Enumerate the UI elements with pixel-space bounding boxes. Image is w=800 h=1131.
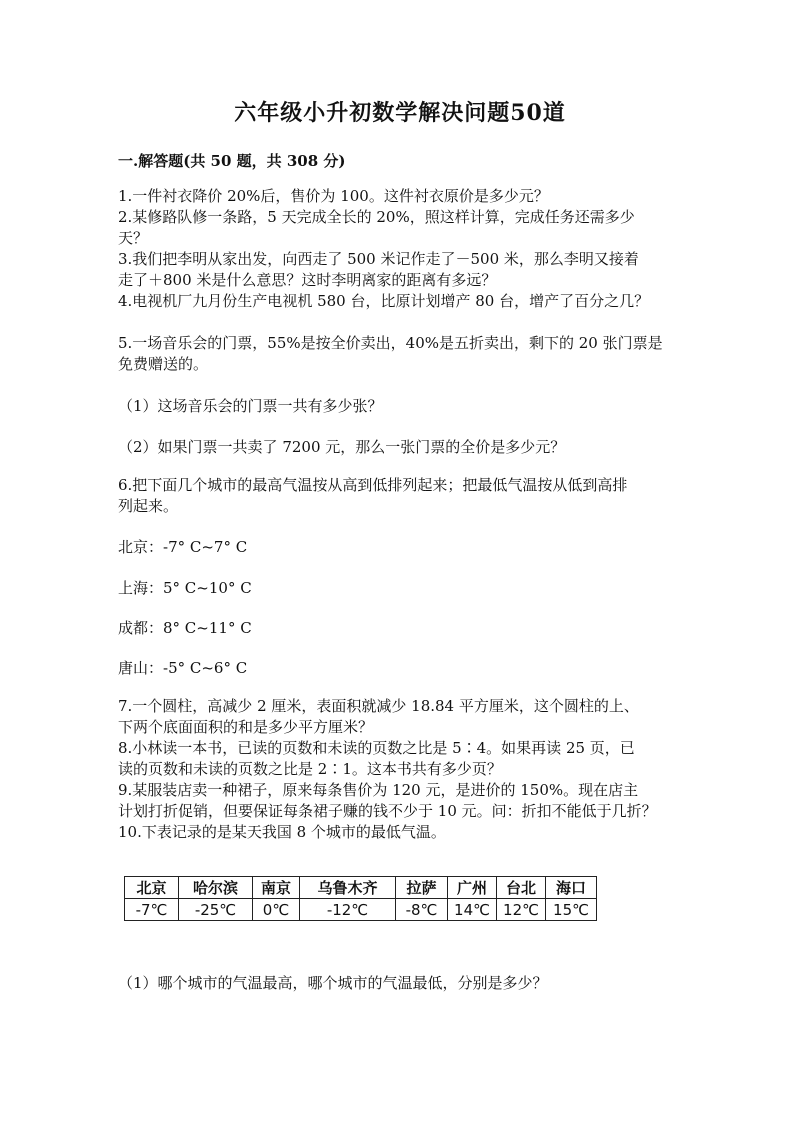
problem-line: 1.一件衬衣降价 20%后，售价为 100。这件衬衣原价是多少元？ [118, 187, 549, 205]
table-cell: 15℃ [546, 899, 597, 921]
problem-line: 3.我们把李明从家出发，向西走了 500 米记作走了－500 米，那么李明又接着 [118, 250, 639, 268]
table-cell: -12℃ [300, 899, 396, 921]
problem-line: 下两个底面面积的和是多少平方厘米？ [118, 718, 374, 736]
table-cell: -7℃ [125, 899, 179, 921]
problem-line: 走了＋800 米是什么意思？这时李明离家的距离有多远？ [118, 271, 497, 289]
temperature-table [124, 876, 597, 921]
problem-line: 免费赠送的。 [118, 355, 209, 373]
table-header-cell: 拉萨 [396, 877, 448, 899]
page-title: 六年级小升初数学解决问题50道 [234, 100, 566, 126]
temperature-line: 成都：8° C~11° C [118, 619, 252, 637]
table-header-cell: 台北 [497, 877, 546, 899]
table-header-cell: 广州 [448, 877, 497, 899]
sub-question: （1）哪个城市的气温最高，哪个城市的气温最低，分别是多少？ [118, 974, 548, 992]
table-cell: 0℃ [253, 899, 300, 921]
table-header-cell: 南京 [253, 877, 300, 899]
temperature-line: 北京：-7° C~7° C [118, 538, 248, 556]
table-header-cell: 哈尔滨 [179, 877, 253, 899]
temperature-line: 唐山：-5° C~6° C [118, 659, 248, 677]
problem-line: 4.电视机厂九月份生产电视机 580 台，比原计划增产 80 台，增产了百分之几？ [118, 292, 650, 310]
table-header-cell: 乌鲁木齐 [300, 877, 396, 899]
table-cell: -8℃ [396, 899, 448, 921]
problem-line: 5.一场音乐会的门票，55%是按全价卖出，40%是五折卖出，剩下的 20 张门票是 [118, 334, 663, 352]
table-cell: 12℃ [497, 899, 546, 921]
problem-line: 10.下表记录的是某天我国 8 个城市的最低气温。 [118, 823, 446, 841]
table-cell: -25℃ [179, 899, 253, 921]
sub-question: （2）如果门票一共卖了 7200 元，那么一张门票的全价是多少元？ [118, 438, 566, 456]
section-header: 一.解答题(共 50 题，共 308 分) [118, 152, 346, 170]
sub-question: （1）这场音乐会的门票一共有多少张？ [118, 397, 383, 415]
table-header-cell: 北京 [125, 877, 179, 899]
problem-line: 8.小林读一本书，已读的页数和未读的页数之比是 5∶4。如果再读 25 页，已 [118, 739, 635, 757]
temperature-line: 上海：5° C~10° C [118, 579, 252, 597]
problem-line: 2.某修路队修一条路，5 天完成全长的 20%，照这样计算，完成任务还需多少 [118, 208, 635, 226]
problem-line: 6.把下面几个城市的最高气温按从高到低排列起来；把最低气温按从低到高排 [118, 476, 628, 494]
table-header-cell: 海口 [546, 877, 597, 899]
problem-line: 7.一个圆柱，高减少 2 厘米，表面积就减少 18.84 平方厘米，这个圆柱的上、 [118, 697, 639, 715]
problem-line: 天？ [118, 229, 149, 247]
problem-line: 列起来。 [118, 497, 179, 515]
problem-line: 计划打折促销，但要保证每条裙子赚的钱不少于 10 元。问：折扣不能低于几折？ [118, 802, 657, 820]
table-header-row [125, 877, 597, 899]
problem-line: 读的页数和未读的页数之比是 2∶1。这本书共有多少页？ [118, 760, 502, 778]
table-row [125, 899, 597, 921]
table-cell: 14℃ [448, 899, 497, 921]
problem-line: 9.某服装店卖一种裙子，原来每条售价为 120 元，是进价的 150%。现在店主 [118, 781, 639, 799]
